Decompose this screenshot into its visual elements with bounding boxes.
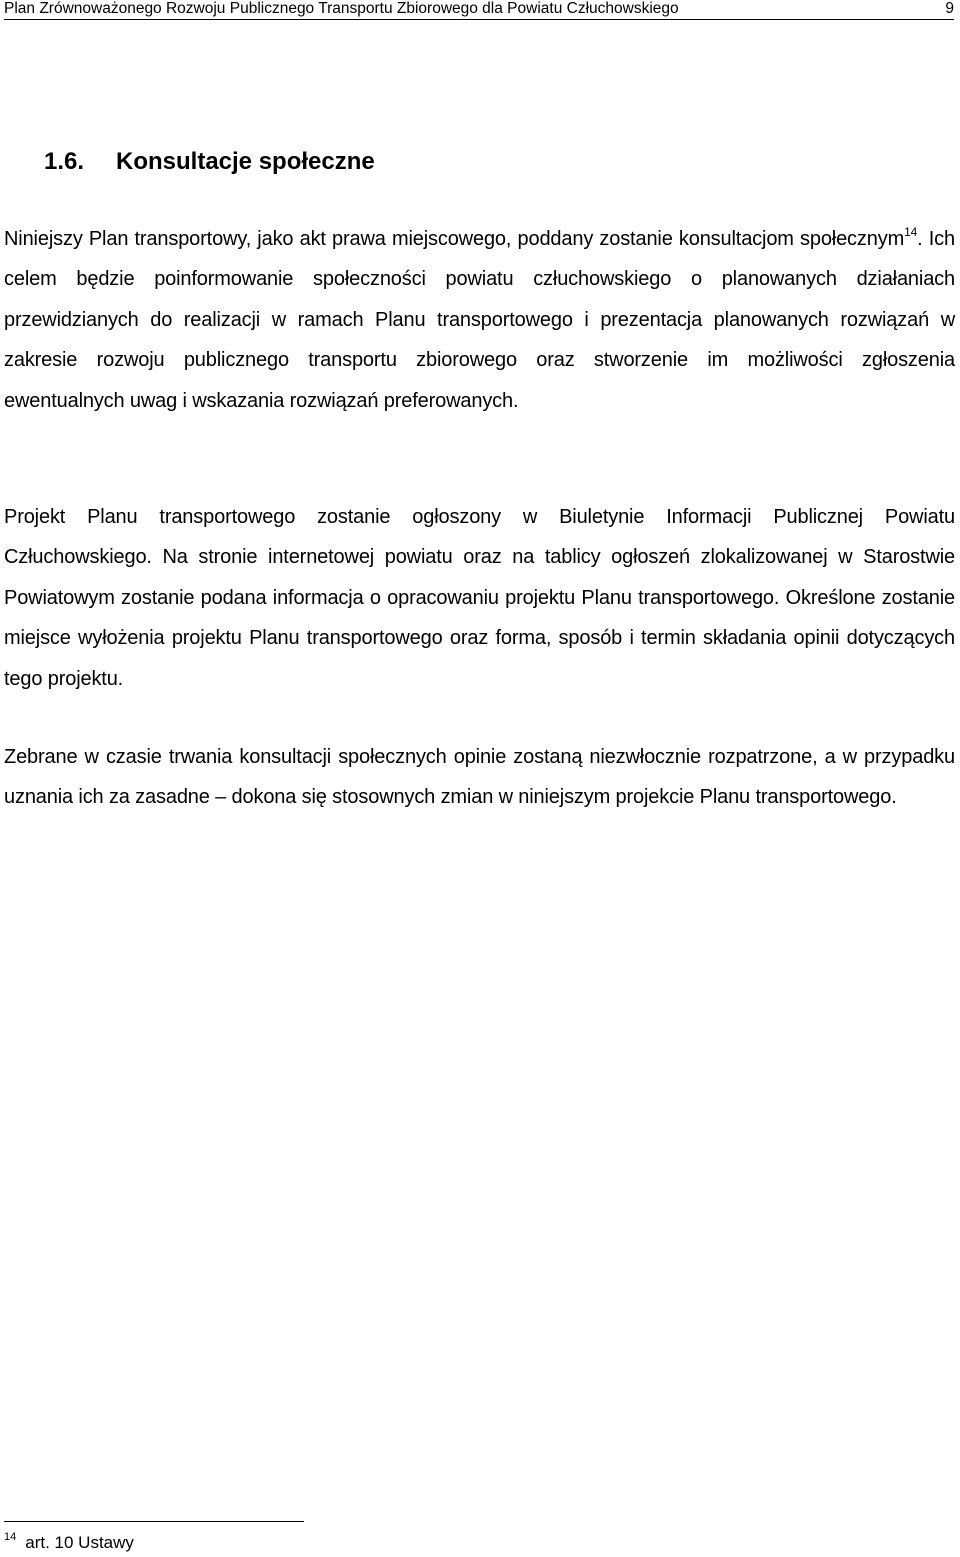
- footnote-separator: [4, 1521, 304, 1522]
- paragraph-2: Projekt Planu transportowego zostanie ogłoszony w Biuletynie Informacji Publicznej Powiatu Człuchowskiego. Na stronie internetowej powiatu oraz na tablicy ogłoszeń zlokalizowanej w Starostwie Powiatowym zostanie podana informacja o opracowaniu projektu Planu transportowego. Określone zostanie miejsce wyłożenia projektu Planu transportowego oraz forma, sposób i termin składania opinii dotyczących tego projektu.: [4, 506, 955, 690]
- paragraph-1-text-end: . Ich celem będzie poinformowanie społeczności powiatu człuchowskiego o planowanych działaniach przewidzianych do realizacji w ramach Planu transportowego i prezentacja planowanych rozwiązań w zakresie rozwoju publicznego transportu zbiorowego oraz stworzenie im możliwości zgłoszenia ewentualnych uwag i wskazania rozwiązań preferowanych.: [4, 228, 955, 412]
- footnote-number: 14: [4, 1531, 17, 1543]
- document-title: Plan Zrównoważonego Rozwoju Publicznego Transportu Zbiorowego dla Powiatu Człuchowskiego: [4, 0, 679, 17]
- footnote-reference[interactable]: 14: [904, 225, 918, 239]
- section-heading: [44, 147, 375, 177]
- section-number: 1.6.: [44, 148, 85, 175]
- footnote: [4, 1530, 134, 1556]
- section-title: Konsultacje społeczne: [116, 148, 375, 175]
- page-header: [4, 0, 954, 20]
- page-number: 9: [945, 0, 954, 17]
- footnote-text: art. 10 Ustawy: [25, 1533, 134, 1552]
- paragraph-1: [4, 219, 955, 421]
- paragraph-1-text-start: Niniejszy Plan transportowy, jako akt prawa miejscowego, poddany zostanie konsultacjom społecznym: [4, 228, 905, 250]
- paragraph-3: Zebrane w czasie trwania konsultacji społecznych opinie zostaną niezwłocznie rozpatrzone, a w przypadku uznania ich za zasadne – dokona się stosownych zmian w niniejszym projekcie Planu transportowego.: [4, 746, 955, 809]
